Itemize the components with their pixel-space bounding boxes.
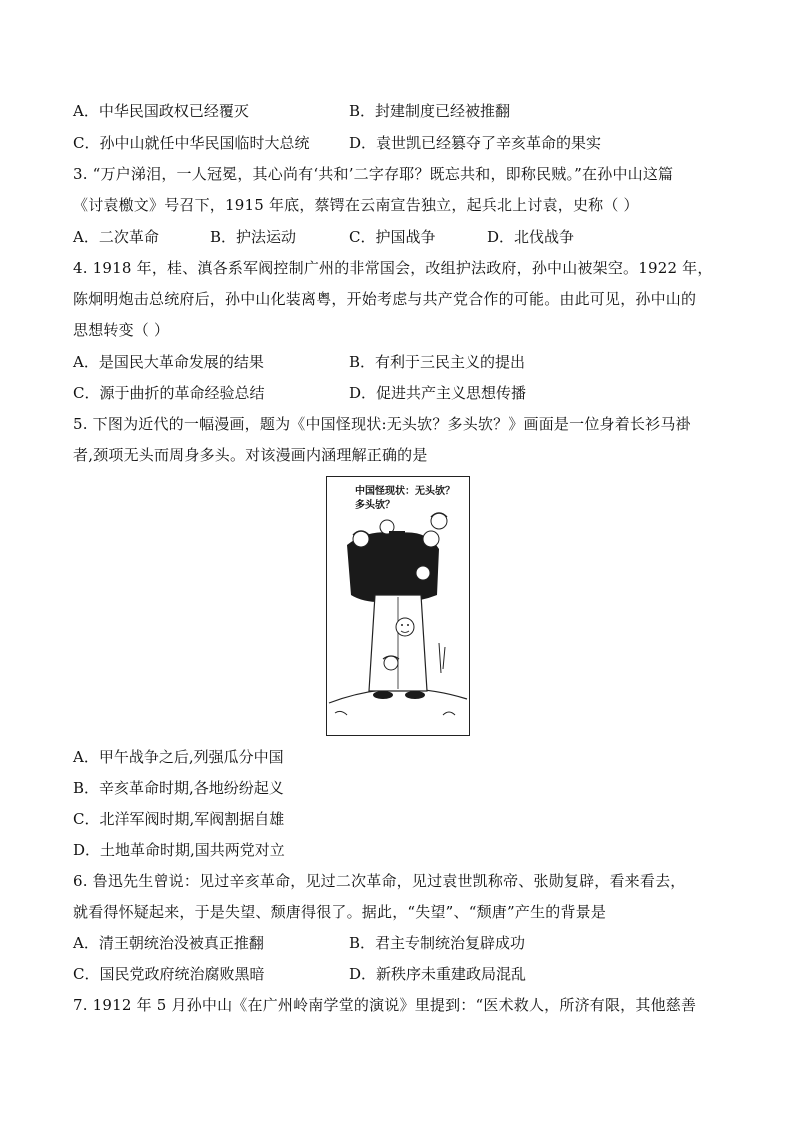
q6-option-c[interactable]: C．国民党政府统治腐败黑暗: [73, 965, 265, 983]
q3-option-b[interactable]: B．护法运动: [210, 228, 297, 246]
q6-option-d[interactable]: D．新秩序未重建政局混乱: [349, 965, 527, 983]
q5-option-d[interactable]: D．土地革命时期,国共两党对立: [73, 841, 285, 859]
q3-option-a[interactable]: A．二次革命: [73, 228, 159, 246]
q6-option-b[interactable]: B．君主专制统治复辟成功: [349, 934, 526, 952]
q2-option-b[interactable]: B．封建制度已经被推翻: [349, 102, 511, 120]
q3-stem-line1: 3. “万户涕泪，一人冠冕，其心尚有‘共和’二字存耶？既忘共和，即称民贼。”在孙中山这篇: [73, 165, 674, 183]
q5-stem-line2: 者,颈项无头而周身多头。对该漫画内涵理解正确的是: [73, 446, 428, 464]
q3-stem-line2: 《讨袁檄文》号召下，1915 年底，蔡锷在云南宣告独立，起兵北上讨袁，史称（ ）: [73, 196, 639, 214]
q4-stem-line2: 陈炯明炮击总统府后，孙中山化装离粤，开始考虑与共产党合作的可能。由此可见，孙中山的: [73, 290, 697, 308]
q3-option-d[interactable]: D．北伐战争: [487, 228, 575, 246]
q4-stem-line3: 思想转变（ ）: [73, 321, 170, 339]
q6-option-a[interactable]: A．清王朝统治没被真正推翻: [73, 934, 264, 952]
q5-option-a[interactable]: A．甲午战争之后,列强瓜分中国: [73, 748, 284, 766]
q6-stem-line1: 6. 鲁迅先生曾说：见过辛亥革命，见过二次革命，见过袁世凯称帝、张勋复辟，看来看去，: [73, 872, 686, 890]
q4-option-d[interactable]: D．促进共产主义思想传播: [349, 384, 527, 402]
q6-stem-line2: 就看得怀疑起来，于是失望、颓唐得很了。据此，“失望”、“颓唐”产生的背景是: [73, 903, 607, 921]
q2-option-a[interactable]: A．中华民国政权已经覆灭: [73, 102, 249, 120]
q4-option-c[interactable]: C．源于曲折的革命经验总结: [73, 384, 265, 402]
q4-stem-line1: 4. 1918 年，桂、滇各系军阀控制广州的非常国会，改组护法政府，孙中山被架空。1922 年，: [73, 259, 713, 277]
cartoon-drawing: [327, 477, 469, 735]
q7-stem-line1: 7. 1912 年 5 月孙中山《在广州岭南学堂的演说》里提到：“医术救人，所济有限，其他慈善: [73, 996, 697, 1014]
q2-option-d[interactable]: D．袁世凯已经篡夺了辛亥革命的果实: [349, 134, 602, 152]
cartoon-caption: 中国怪现状：无头欤？多头欤？: [355, 486, 455, 511]
q5-option-b[interactable]: B．辛亥革命时期,各地纷纷起义: [73, 779, 284, 797]
political-cartoon: [326, 476, 470, 736]
q2-option-c[interactable]: C．孙中山就任中华民国临时大总统: [73, 134, 310, 152]
q4-option-b[interactable]: B．有利于三民主义的提出: [349, 353, 526, 371]
q5-option-c[interactable]: C．北洋军阀时期,军阀割据自雄: [73, 810, 285, 828]
q5-stem-line1: 5. 下图为近代的一幅漫画，题为《中国怪现状:无头欤？多头欤？》画面是一位身着长衫马褂: [73, 415, 691, 433]
q3-option-c[interactable]: C．护国战争: [349, 228, 436, 246]
q4-option-a[interactable]: A．是国民大革命发展的结果: [73, 353, 264, 371]
